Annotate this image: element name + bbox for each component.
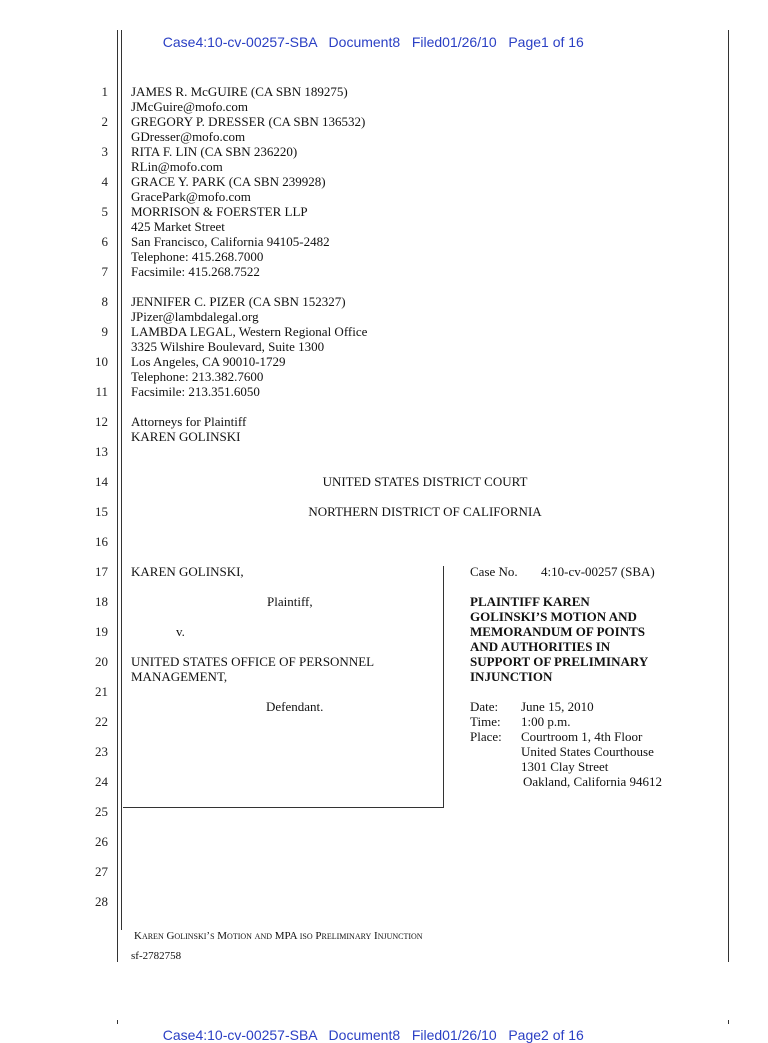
org-name: LAMBDA LEGAL, Western Regional Office bbox=[131, 324, 368, 339]
attorneys-for-client: KAREN GOLINSKI bbox=[131, 429, 241, 444]
line-number: 23 bbox=[95, 744, 108, 759]
hearing-place: 1301 Clay Street bbox=[521, 759, 609, 774]
counsel-line: GRACE Y. PARK (CA SBN 239928) bbox=[131, 174, 326, 189]
line-number: 2 bbox=[101, 114, 108, 129]
header-document: Document8 bbox=[328, 34, 401, 50]
firm-name: MORRISON & FOERSTER LLP bbox=[131, 204, 308, 219]
date-label: Date: bbox=[470, 699, 499, 714]
line-number: 11 bbox=[95, 384, 108, 399]
motion-title: GOLINSKI’S MOTION AND bbox=[470, 609, 637, 624]
attorneys-for-label: Attorneys for Plaintiff bbox=[131, 414, 247, 429]
line-number: 8 bbox=[101, 294, 108, 309]
line-number: 7 bbox=[101, 264, 108, 279]
line-number: 16 bbox=[95, 534, 108, 549]
org-facsimile: Facsimile: 213.351.6050 bbox=[131, 384, 260, 399]
counsel-email: JMcGuire@mofo.com bbox=[131, 99, 249, 114]
header-case-number: Case4:10-cv-00257-SBA bbox=[162, 1027, 317, 1043]
motion-title: MEMORANDUM OF POINTS bbox=[470, 624, 646, 639]
left-margin-rule-outer bbox=[117, 30, 118, 962]
header-filed: Filed01/26/10 bbox=[411, 34, 497, 50]
line-number: 13 bbox=[95, 444, 108, 459]
header-page: Page2 of 16 bbox=[508, 1027, 584, 1043]
page2-left-rule bbox=[117, 1020, 118, 1024]
hearing-date: June 15, 2010 bbox=[521, 699, 594, 714]
line-number: 10 bbox=[95, 354, 108, 369]
counsel-line: JENNIFER C. PIZER (CA SBN 152327) bbox=[131, 294, 346, 309]
line-number: 26 bbox=[95, 834, 108, 849]
defendant-name: UNITED STATES OFFICE OF PERSONNEL bbox=[131, 654, 375, 669]
hearing-time: 1:00 p.m. bbox=[521, 714, 571, 729]
court-name: UNITED STATES DISTRICT COURT bbox=[322, 474, 528, 489]
case-no: 4:10-cv-00257 (SBA) bbox=[541, 564, 655, 579]
line-number: 6 bbox=[101, 234, 108, 249]
page2-right-rule bbox=[728, 1020, 729, 1024]
ecf-header bbox=[155, 18, 584, 50]
firm-facsimile: Facsimile: 415.268.7522 bbox=[131, 264, 260, 279]
firm-telephone: Telephone: 415.268.7000 bbox=[131, 249, 264, 264]
line-number: 1 bbox=[101, 84, 108, 99]
counsel-line: JAMES R. McGUIRE (CA SBN 189275) bbox=[131, 84, 348, 99]
right-margin-rule bbox=[728, 30, 729, 962]
counsel-email: GDresser@mofo.com bbox=[131, 129, 246, 144]
line-number: 17 bbox=[95, 564, 108, 579]
hearing-place: United States Courthouse bbox=[521, 744, 654, 759]
line-number: 12 bbox=[95, 414, 108, 429]
footer-title: Karen Golinski’s Motion and MPA iso Preliminary Injunction bbox=[134, 930, 423, 942]
org-city: Los Angeles, CA 90010-1729 bbox=[131, 354, 286, 369]
line-number: 14 bbox=[95, 474, 108, 489]
header-case-number: Case4:10-cv-00257-SBA bbox=[162, 34, 317, 50]
time-label: Time: bbox=[470, 714, 501, 729]
counsel-line: RITA F. LIN (CA SBN 236220) bbox=[131, 144, 298, 159]
counsel-email: JPizer@lambdalegal.org bbox=[131, 309, 259, 324]
line-number: 18 bbox=[95, 594, 108, 609]
hearing-place: Oakland, California 94612 bbox=[523, 774, 662, 789]
counsel-email: RLin@mofo.com bbox=[131, 159, 223, 174]
counsel-email: GracePark@mofo.com bbox=[131, 189, 251, 204]
line-number: 22 bbox=[95, 714, 108, 729]
place-label: Place: bbox=[470, 729, 502, 744]
motion-title: SUPPORT OF PRELIMINARY bbox=[470, 654, 649, 669]
defendant-label: Defendant. bbox=[266, 699, 324, 714]
court-district: NORTHERN DISTRICT OF CALIFORNIA bbox=[308, 504, 542, 519]
plaintiff-label: Plaintiff, bbox=[267, 594, 313, 609]
org-telephone: Telephone: 213.382.7600 bbox=[131, 369, 264, 384]
header-page: Page1 of 16 bbox=[508, 34, 584, 50]
versus: v. bbox=[176, 624, 185, 639]
caption-vertical-rule bbox=[443, 566, 444, 808]
caption-bottom-rule bbox=[123, 807, 444, 808]
org-address: 3325 Wilshire Boulevard, Suite 1300 bbox=[131, 339, 325, 354]
plaintiff-name: KAREN GOLINSKI, bbox=[131, 564, 244, 579]
line-number: 27 bbox=[95, 864, 108, 879]
header-document: Document8 bbox=[328, 1027, 401, 1043]
counsel-line: GREGORY P. DRESSER (CA SBN 136532) bbox=[131, 114, 366, 129]
line-number: 28 bbox=[95, 894, 108, 909]
line-number: 9 bbox=[101, 324, 108, 339]
firm-address: 425 Market Street bbox=[131, 219, 225, 234]
line-number: 5 bbox=[101, 204, 108, 219]
defendant-name: MANAGEMENT, bbox=[131, 669, 228, 684]
case-no-label: Case No. bbox=[470, 564, 518, 579]
header-filed: Filed01/26/10 bbox=[411, 1027, 497, 1043]
footer-doc-id: sf-2782758 bbox=[131, 950, 182, 962]
line-number: 4 bbox=[101, 174, 108, 189]
motion-title: INJUNCTION bbox=[470, 669, 553, 684]
line-number: 24 bbox=[95, 774, 108, 789]
line-number: 25 bbox=[95, 804, 108, 819]
motion-title: AND AUTHORITIES IN bbox=[470, 639, 611, 654]
hearing-place: Courtroom 1, 4th Floor bbox=[521, 729, 643, 744]
line-number: 3 bbox=[101, 144, 108, 159]
line-number: 19 bbox=[95, 624, 108, 639]
line-number: 20 bbox=[95, 654, 108, 669]
line-number: 15 bbox=[95, 504, 108, 519]
line-number: 21 bbox=[95, 684, 108, 699]
ecf-header-page2 bbox=[155, 1011, 584, 1043]
motion-title: PLAINTIFF KAREN bbox=[470, 594, 590, 609]
firm-city: San Francisco, California 94105-2482 bbox=[131, 234, 330, 249]
